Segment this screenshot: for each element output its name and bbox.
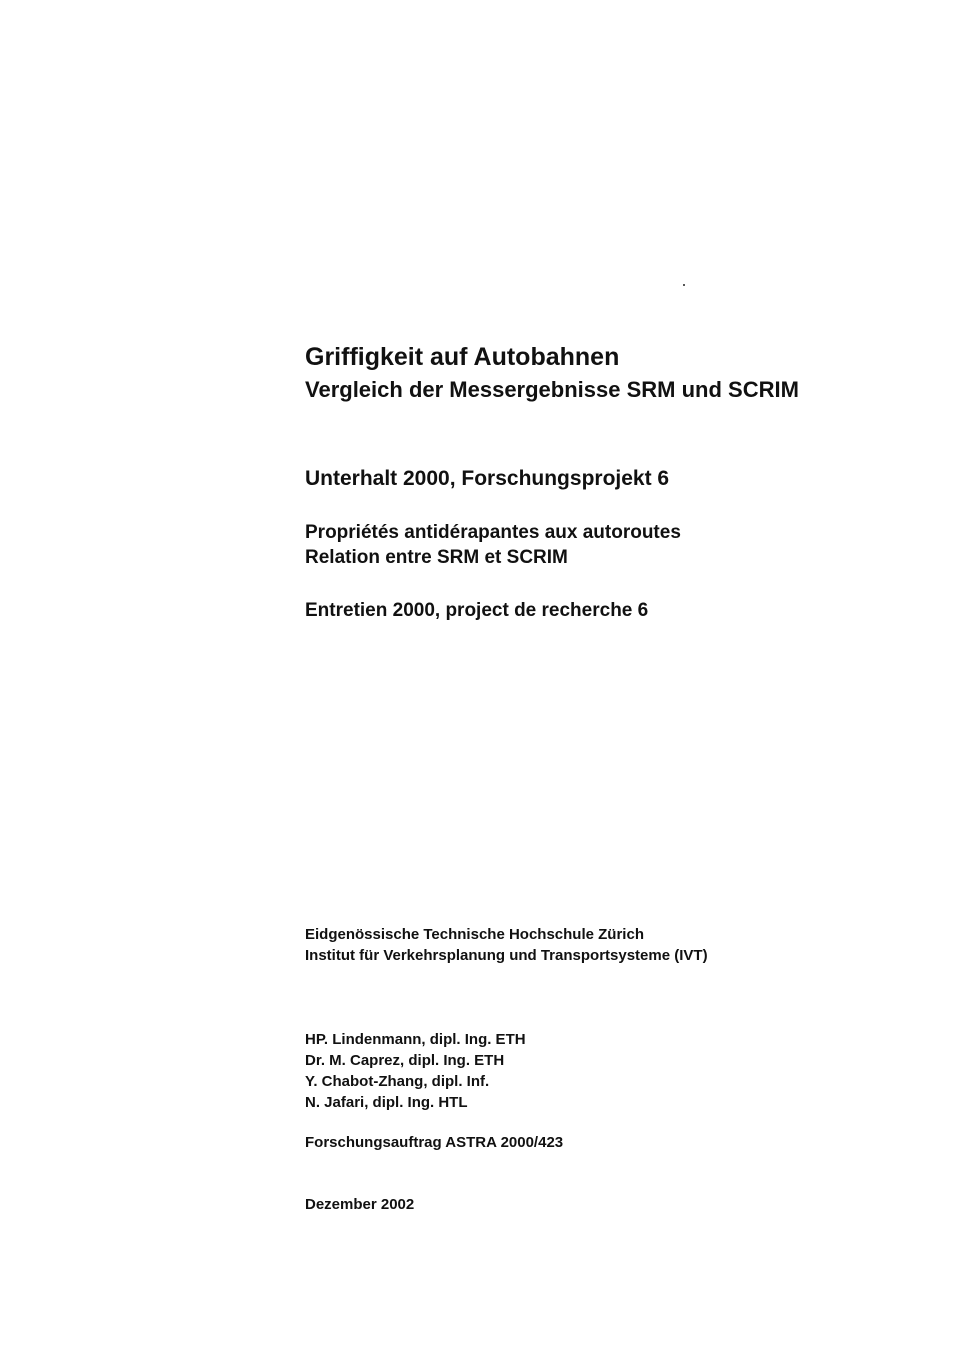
- report-title: Griffigkeit auf Autobahnen: [305, 343, 620, 371]
- author-item: Dr. M. Caprez, dipl. Ing. ETH: [305, 1052, 505, 1069]
- research-contract: Forschungsauftrag ASTRA 2000/423: [305, 1134, 564, 1151]
- publication-date: Dezember 2002: [305, 1196, 415, 1213]
- report-subtitle: Vergleich der Messergebnisse SRM und SCRIM: [305, 377, 799, 402]
- author-item: N. Jafari, dipl. Ing. HTL: [305, 1094, 468, 1111]
- institution-name: Eidgenössische Technische Hochschule Zürich: [305, 926, 644, 943]
- project-line-french: Entretien 2000, project de recherche 6: [305, 600, 649, 621]
- report-title-french: Propriétés antidérapantes aux autoroutes: [305, 522, 681, 543]
- author-item: Y. Chabot-Zhang, dipl. Inf.: [305, 1073, 490, 1090]
- scan-speck: [683, 284, 685, 286]
- report-subtitle-french: Relation entre SRM et SCRIM: [305, 547, 568, 568]
- institute-name: Institut für Verkehrsplanung und Transportsysteme (IVT): [305, 947, 708, 964]
- project-line-german: Unterhalt 2000, Forschungsprojekt 6: [305, 467, 670, 490]
- author-list: [305, 1029, 526, 1113]
- author-item: HP. Lindenmann, dipl. Ing. ETH: [305, 1031, 526, 1048]
